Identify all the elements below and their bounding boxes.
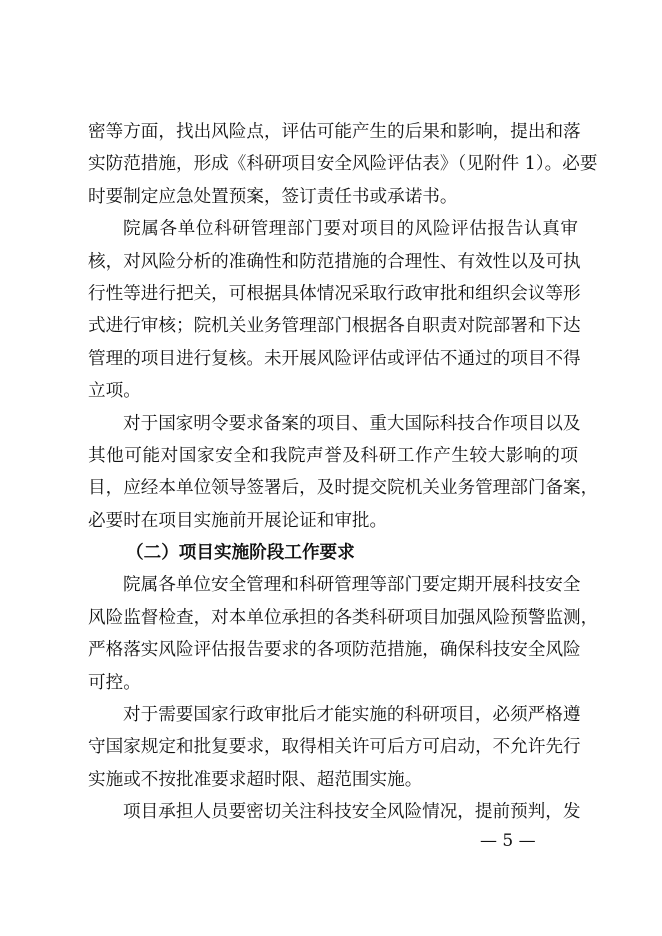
text-line: 行性等进行把关，可根据具体情况采取行政审批和组织会议等形 — [88, 283, 581, 304]
text-line: 项目承担人员要密切关注科技安全风险情况，提前预判，发 — [123, 802, 581, 823]
text-line: 时要制定应急处置预案，签订责任书或承诺书。 — [88, 186, 458, 207]
text-line: 可控。 — [88, 672, 141, 693]
page-number: — 5 — — [480, 831, 536, 851]
text-line: 必要时在项目实施前开展论证和审批。 — [88, 510, 388, 531]
text-line: 守国家规定和批复要求，取得相关许可后方可启动，不允许先行 — [88, 737, 581, 758]
text-line: 严格落实风险评估报告要求的各项防范措施，确保科技安全风险 — [88, 640, 581, 661]
text-line: 其他可能对国家安全和我院声誉及科研工作产生较大影响的项 — [88, 445, 578, 466]
text-line: 管理的项目进行复核。未开展风险评估或评估不通过的项目不得 — [88, 348, 581, 369]
text-line: 风险监督检查，对本单位承担的各类科研项目加强风险预警监测， — [88, 607, 599, 628]
text-line: 目，应经本单位领导签署后，及时提交院机关业务管理部门备案， — [88, 478, 599, 499]
text-line: 式进行审核；院机关业务管理部门根据各自职责对院部署和下达 — [88, 316, 581, 337]
text-line: 院属各单位安全管理和科研管理等部门要定期开展科技安全 — [123, 575, 581, 596]
text-line: 立项。 — [88, 381, 141, 402]
section-heading: （二）项目实施阶段工作要求 — [126, 543, 355, 564]
text-line: 密等方面，找出风险点，评估可能产生的后果和影响，提出和落 — [88, 122, 581, 142]
text-line: 对于需要国家行政审批后才能实施的科研项目，必须严格遵 — [123, 705, 581, 726]
body-text — [88, 116, 599, 829]
text-line: 对于国家明令要求备案的项目、重大国际科技合作项目以及 — [123, 413, 581, 434]
text-line: 核，对风险分析的准确性和防范措施的合理性、有效性以及可执 — [88, 251, 581, 272]
text-line: 院属各单位科研管理部门要对项目的风险评估报告认真审 — [123, 219, 578, 240]
text-line: 实施或不按批准要求超时限、超范围实施。 — [88, 769, 423, 790]
text-line: 实防范措施，形成《科研项目安全风险评估表》（见附件 1）。必要 — [88, 154, 598, 175]
